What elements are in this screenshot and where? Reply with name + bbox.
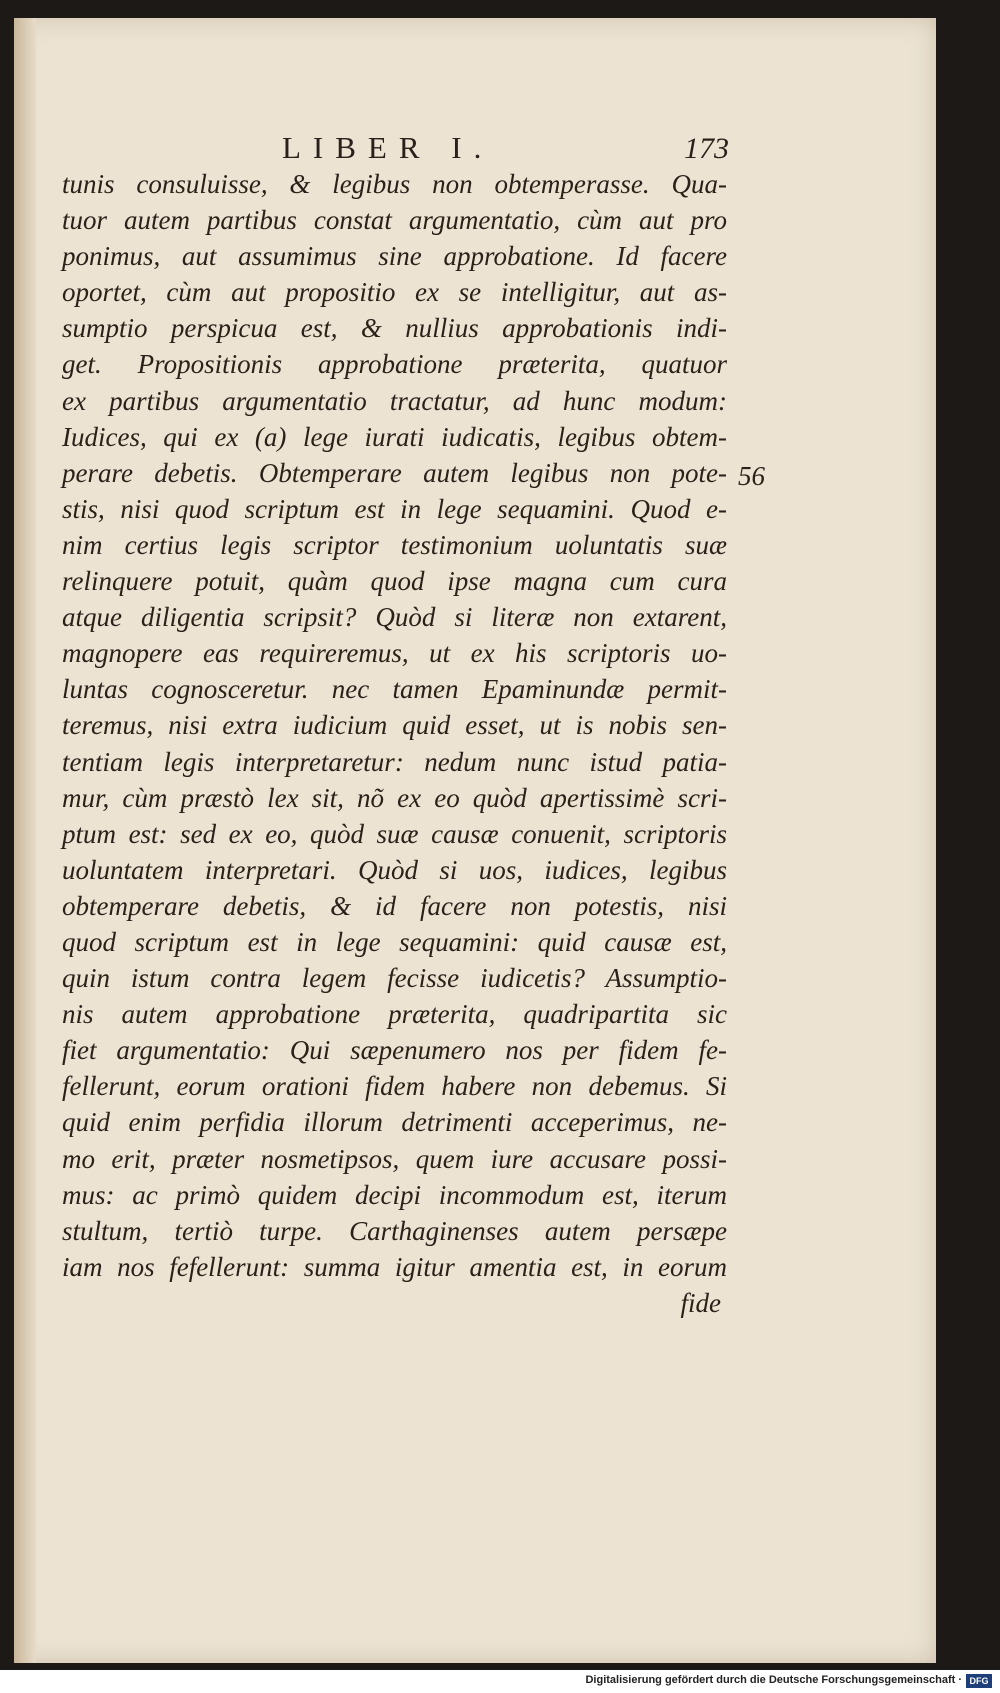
text-line: uoluntatem interpretari. Quòd si uos, iudices, legibus <box>62 854 727 885</box>
running-head: LIBER I. <box>282 130 494 165</box>
text-line: ptum est: sed ex eo, quòd suæ causæ conuenit, scriptoris <box>62 818 727 849</box>
text-line: relinquere potuit, quàm quod ipse magna cum cura <box>62 566 727 597</box>
text-line: tuor autem partibus constat argumentatio, cùm aut pro <box>62 205 727 236</box>
text-line: luntas cognosceretur. nec tamen Epaminundæ permit- <box>62 674 727 705</box>
marginal-note: 56 <box>738 461 765 491</box>
page-header <box>14 130 936 170</box>
text-line: quid enim perfidia illorum detrimenti acceperimus, ne- <box>62 1107 727 1138</box>
text-line: mur, cùm præstò lex sit, nõ ex eo quòd apertissimè scri- <box>62 782 727 813</box>
digitization-footer <box>0 1670 1000 1693</box>
text-line: ponimus, aut assumimus sine approbatione. Id facere <box>62 241 727 272</box>
text-line: mo erit, præter nosmetipsos, quem iure accusare possi- <box>62 1143 727 1174</box>
page-gutter-edge <box>14 18 36 1663</box>
text-line: obtemperare debetis, & id facere non potestis, nisi <box>62 890 727 921</box>
dfg-logo-icon: DFG <box>966 1674 992 1688</box>
text-line: perare debetis. Obtemperare autem legibus non pote- <box>62 457 727 488</box>
text-line: fiet argumentatio: Qui sæpenumero nos per fidem fe- <box>62 1035 727 1066</box>
text-line: nim certius legis scriptor testimonium uoluntatis suæ <box>62 529 727 560</box>
text-line: sumptio perspicua est, & nullius approbationis indi- <box>62 313 727 344</box>
text-line: atque diligentia scripsit? Quòd si literæ non extarent, <box>62 602 727 633</box>
text-line: tunis consuluisse, & legibus non obtemperasse. Qua- <box>62 169 727 199</box>
text-line: iam nos fefellerunt: summa igitur amentia est, in eorum <box>62 1251 727 1282</box>
text-line: nis autem approbatione præterita, quadripartita sic <box>62 999 727 1030</box>
text-line: tentiam legis interpretaretur: nedum nunc istud patia- <box>62 746 727 777</box>
text-line: oportet, cùm aut propositio ex se intelligitur, aut as- <box>62 277 727 308</box>
catchword: fide <box>680 1287 721 1318</box>
text-line: stis, nisi quod scriptum est in lege sequamini. Quod e- <box>62 493 727 524</box>
book-page <box>14 18 936 1663</box>
text-line: teremus, nisi extra iudicium quid esset, ut is nobis sen- <box>62 710 727 741</box>
text-line: stultum, tertiò turpe. Carthaginenses autem persæpe <box>62 1215 727 1246</box>
text-line: fellerunt, eorum orationi fidem habere non debemus. Si <box>62 1071 727 1102</box>
folio-number: 173 <box>684 132 729 165</box>
funding-credit: Digitalisierung gefördert durch die Deutsche Forschungsgemeinschaft · <box>585 1674 962 1686</box>
text-line: mus: ac primò quidem decipi incommodum est, iterum <box>62 1179 727 1210</box>
text-line: magnopere eas requireremus, ut ex his scriptoris uo- <box>62 638 727 669</box>
body-text <box>62 166 727 1321</box>
text-line: ex partibus argumentatio tractatur, ad hunc modum: <box>62 385 727 416</box>
text-line: get. Propositionis approbatione præterita, quatuor <box>62 349 727 380</box>
text-line: quin istum contra legem fecisse iudicetis? Assumptio- <box>62 963 727 994</box>
text-line: Iudices, qui ex (a) lege iurati iudicatis, legibus obtem- <box>62 421 727 452</box>
text-line: quod scriptum est in lege sequamini: quid causæ est, <box>62 926 727 957</box>
